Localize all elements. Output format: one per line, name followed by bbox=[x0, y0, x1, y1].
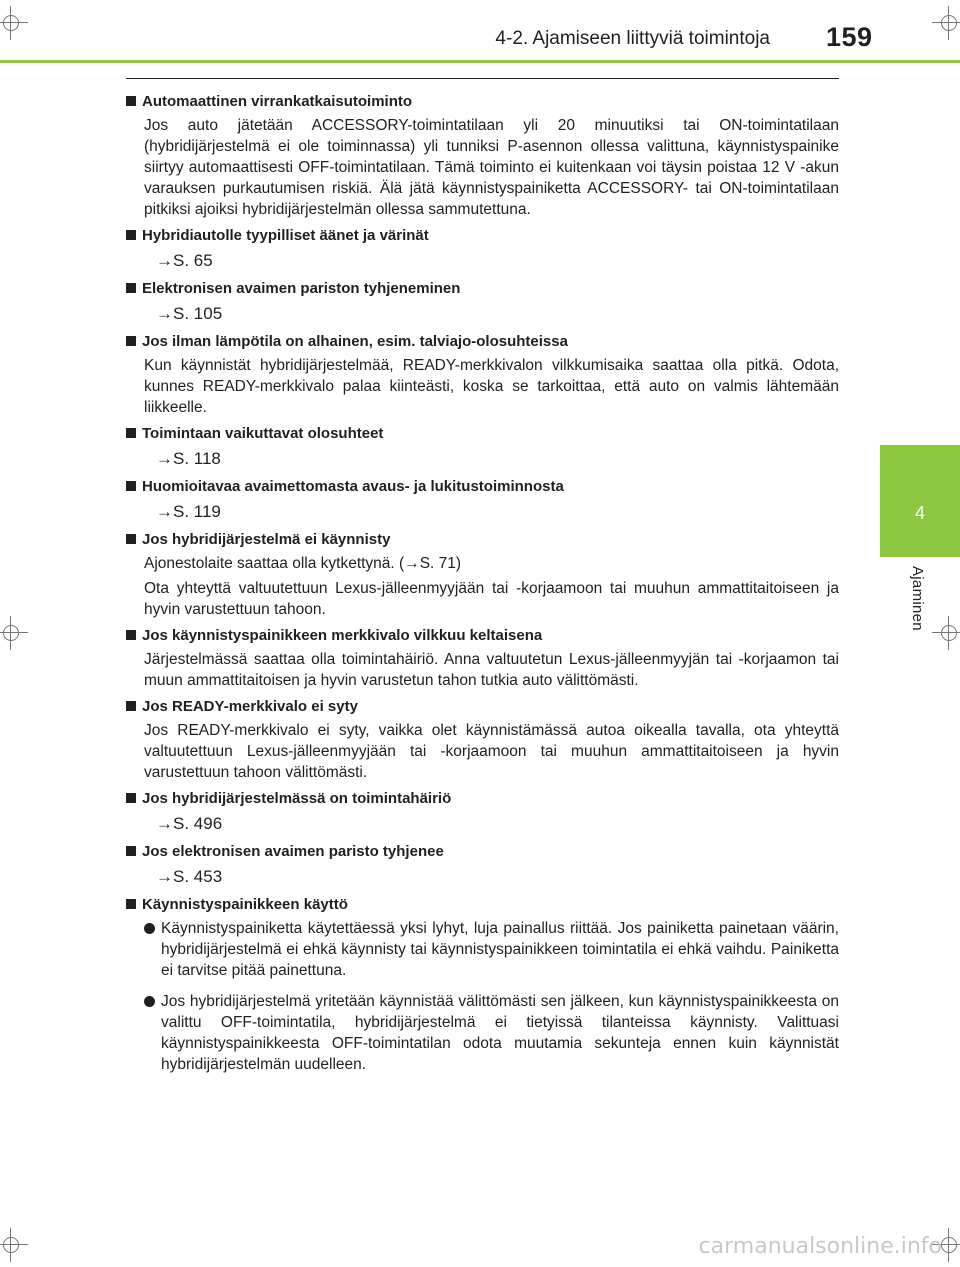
section-heading-text: Automaattinen virrankatkaisutoiminto bbox=[142, 93, 413, 110]
square-bullet-icon bbox=[126, 336, 136, 346]
square-bullet-icon bbox=[126, 630, 136, 640]
section-heading bbox=[126, 332, 839, 352]
bullet-item bbox=[144, 991, 839, 1075]
chapter-tab[interactable] bbox=[880, 445, 960, 557]
square-bullet-icon bbox=[126, 846, 136, 856]
section-heading-text: Jos elektronisen avaimen paristo tyhjenee bbox=[142, 843, 444, 860]
section bbox=[126, 842, 839, 889]
section-paragraph: Järjestelmässä saattaa olla toimintahäiriö. Anna valtuutetun Lexus-jälleenmyyjän tai -korjaamon tai muun ammattitaitoisen ja hyvin varustetun tahon tutkia auto välittömästi. bbox=[144, 651, 839, 689]
square-bullet-icon bbox=[126, 230, 136, 240]
section-heading bbox=[126, 226, 839, 246]
section-heading bbox=[126, 789, 839, 809]
section-heading bbox=[126, 530, 839, 550]
section-heading bbox=[126, 895, 839, 915]
section-heading bbox=[126, 842, 839, 862]
square-bullet-icon bbox=[126, 793, 136, 803]
section bbox=[126, 92, 839, 220]
chapter-number: 4 bbox=[914, 503, 925, 523]
bullet-item bbox=[144, 918, 839, 981]
section-heading bbox=[126, 424, 839, 444]
section-heading-text: Elektronisen avaimen pariston tyhjeneminen bbox=[142, 280, 461, 297]
section bbox=[126, 530, 839, 620]
section bbox=[126, 477, 839, 524]
section-heading-text: Jos hybridijärjestelmässä on toimintahäiriö bbox=[142, 790, 452, 807]
page-number: 159 bbox=[826, 22, 873, 52]
bullet-text: Jos hybridijärjestelmä yritetään käynnistää välittömästi sen jälkeen, kun käynnistyspainikkeesta on valittu OFF-toimintatila, hybridijärjestelmä ei tietyissä tilanteissa käynnisty. Valittuasi käynnistyspainikkeesta OFF-toimintatilan odota muutamia sekunteja ennen kuin käynnistät hybridijärjestelmän uudelleen. bbox=[161, 993, 839, 1073]
chapter-label: Ajaminen bbox=[909, 566, 926, 631]
square-bullet-icon bbox=[126, 96, 136, 106]
section bbox=[126, 789, 839, 836]
square-bullet-icon bbox=[126, 283, 136, 293]
section-heading-text: Jos käynnistyspainikkeen merkkivalo vilkkuu keltaisena bbox=[142, 627, 543, 644]
header-accent-bar bbox=[0, 60, 960, 63]
section-heading-text: Jos ilman lämpötila on alhainen, esim. talviajo-olosuhteissa bbox=[142, 333, 568, 350]
header-rule bbox=[126, 78, 839, 79]
section bbox=[126, 895, 839, 1075]
crop-mark-mid-left bbox=[0, 616, 28, 650]
section-paragraph: Kun käynnistät hybridijärjestelmää, READY-merkkivalon vilkkumisaika saattaa olla pitkä. Odota, kunnes READY-merkkivalo palaa kiinteästi, koska se tarkoittaa, että auto on valmis lähtemään liikkeelle. bbox=[144, 357, 839, 416]
section-heading-text: Hybridiautolle tyypilliset äänet ja värinät bbox=[142, 227, 429, 244]
section-heading bbox=[126, 626, 839, 646]
page-reference-link[interactable]: →S. 496 bbox=[156, 814, 223, 833]
section-heading bbox=[126, 279, 839, 299]
square-bullet-icon bbox=[126, 534, 136, 544]
section-heading-text: Jos hybridijärjestelmä ei käynnisty bbox=[142, 531, 391, 548]
section-paragraph: Ajonestolaite saattaa olla kytkettynä. (→S. 71) bbox=[144, 555, 462, 572]
round-bullet-icon bbox=[144, 996, 155, 1007]
square-bullet-icon bbox=[126, 481, 136, 491]
section-paragraph: Jos auto jätetään ACCESSORY-toimintatilaan yli 20 minuutiksi tai ON-toimintatilaan (hybridijärjestelmä ei ole toiminnassa) yli tunniksi P-asennon ollessa valittuna, käynnistyspainike siirtyy automaattisesti OFF-toimintatilaan. Tämä toiminto ei kuitenkaan voi täysin poistaa 12 V -akun varauksen purkautumisen riskiä. Älä jätä käynnistyspainiketta ACCESSORY- tai ON-toimintatilaan pitkiksi ajoiksi hybridijärjestelmän ollessa sammutettuna. bbox=[144, 117, 839, 218]
watermark: carmanualsonline.info bbox=[698, 1234, 942, 1259]
page-content bbox=[126, 92, 839, 1085]
section-paragraph: Ota yhteyttä valtuutettuun Lexus-jälleenmyyjään tai -korjaamoon tai muuhun ammattitaitoiseen ja hyvin varustettuun tahoon. bbox=[144, 580, 839, 618]
section-title: 4-2. Ajamiseen liittyviä toimintoja bbox=[495, 28, 770, 49]
crop-mark-top-right bbox=[932, 6, 960, 40]
section-paragraph: Jos READY-merkkivalo ei syty, vaikka olet käynnistämässä autoa oikealla tavalla, ota yhteyttä valtuutettuun Lexus-jälleenmyyjään tai -korjaamoon tai muuhun ammattitaitoiseen ja hyvin varustettuun tahoon välittömästi. bbox=[144, 722, 839, 781]
section-heading-text: Toimintaan vaikuttavat olosuhteet bbox=[142, 425, 384, 442]
section-heading bbox=[126, 477, 839, 497]
section-heading bbox=[126, 92, 839, 112]
section-heading bbox=[126, 697, 839, 717]
crop-mark-mid-right bbox=[932, 616, 960, 650]
section bbox=[126, 424, 839, 471]
square-bullet-icon bbox=[126, 701, 136, 711]
crop-mark-bottom-left bbox=[0, 1228, 28, 1262]
crop-mark-top-left bbox=[0, 6, 28, 40]
section bbox=[126, 226, 839, 273]
page-reference-link[interactable]: →S. 453 bbox=[156, 867, 223, 886]
page-reference-link[interactable]: →S. 119 bbox=[156, 502, 221, 521]
square-bullet-icon bbox=[126, 428, 136, 438]
section-heading-text: Jos READY-merkkivalo ei syty bbox=[142, 698, 358, 715]
bullet-text: Käynnistyspainiketta käytettäessä yksi lyhyt, luja painallus riittää. Jos painiketta painetaan väärin, hybridijärjestelmä ei ehkä käynnisty tai käynnistyspainikkeen toimintatila ei ehkä vaihdu. Painiketta ei tarvitse pitää painettuna. bbox=[161, 920, 839, 979]
section-heading-text: Käynnistyspainikkeen käyttö bbox=[142, 896, 348, 913]
section bbox=[126, 332, 839, 418]
square-bullet-icon bbox=[126, 899, 136, 909]
page-reference-link[interactable]: →S. 65 bbox=[156, 251, 213, 270]
section bbox=[126, 279, 839, 326]
round-bullet-icon bbox=[144, 923, 155, 934]
section-heading-text: Huomioitavaa avaimettomasta avaus- ja lukitustoiminnosta bbox=[142, 478, 564, 495]
page-reference-link[interactable]: →S. 118 bbox=[156, 449, 221, 468]
section bbox=[126, 697, 839, 783]
page-reference-link[interactable]: →S. 105 bbox=[156, 304, 223, 323]
section bbox=[126, 626, 839, 691]
